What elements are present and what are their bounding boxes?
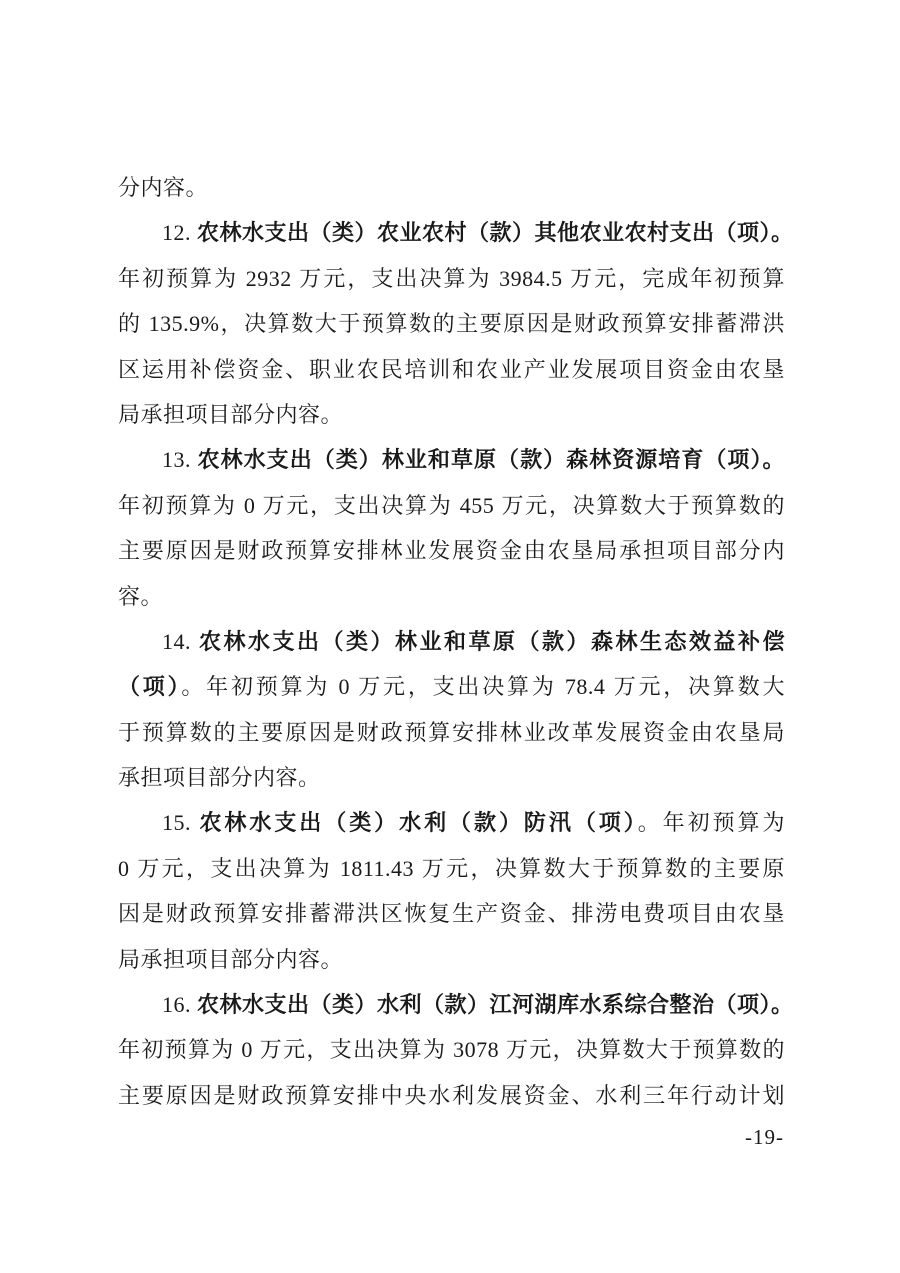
text-line	[118, 165, 785, 210]
text-line	[118, 483, 785, 528]
text-line	[118, 347, 785, 392]
text-line	[118, 1073, 785, 1118]
bold-text-segment: 农林水支出（类）水利（款）江河湖库水系综合整治（项）。	[197, 992, 794, 1018]
text-line	[118, 619, 785, 664]
text-line	[118, 392, 785, 437]
text-segment: 15.	[162, 810, 200, 836]
bold-text-segment: 农林水支出（类）林业和草原（款）森林生态效益补偿	[199, 628, 785, 654]
text-line	[118, 664, 785, 709]
text-segment: 年初预算为 0 万元，支出决算为 455 万元，决算数大于预算数的	[118, 492, 785, 518]
text-segment: 局承担项目部分内容。	[118, 946, 344, 972]
bold-text-segment: 农林水支出（类）水利（款）防汛（项）	[199, 810, 638, 836]
text-line	[118, 891, 785, 936]
bold-text-segment: 农林水支出（类）农业农村（款）其他农业农村支出（项）。	[197, 220, 794, 246]
text-segment: 0 万元，支出决算为 1811.43 万元，决算数大于预算数的主要原	[118, 855, 785, 881]
text-segment: 14.	[162, 628, 199, 654]
text-segment: 分内容。	[118, 175, 209, 200]
text-line	[118, 846, 785, 891]
text-segment: 。年初预算为 0 万元，支出决算为 78.4 万元，决算数大	[181, 674, 785, 700]
page-number: -19-	[745, 1125, 784, 1149]
bold-text-segment: （项）	[118, 674, 182, 700]
text-line	[118, 256, 785, 301]
text-segment: 年初预算为 2932 万元，支出决算为 3984.5 万元，完成年初预算	[118, 265, 785, 291]
bold-text-segment: 农林水支出（类）林业和草原（款）森林资源培育（项）。	[197, 447, 785, 473]
text-line	[118, 574, 785, 619]
text-segment: 13.	[162, 447, 198, 473]
text-line	[118, 1027, 785, 1072]
text-line	[118, 982, 794, 1027]
text-segment: 12.	[162, 220, 197, 246]
text-line	[118, 710, 785, 755]
text-segment: 年初预算为 0 万元，支出决算为 3078 万元，决算数大于预算数的	[118, 1037, 785, 1063]
text-line	[118, 210, 794, 255]
text-segment: 的 135.9%，决算数大于预算数的主要原因是财政预算安排蓄滞洪	[118, 311, 785, 337]
text-line	[118, 755, 785, 800]
text-line	[118, 800, 785, 845]
text-line	[118, 528, 785, 573]
text-segment: 主要原因是财政预算安排中央水利发展资金、水利三年行动计划	[118, 1082, 785, 1108]
document-body	[118, 165, 794, 1118]
text-line	[118, 937, 785, 982]
text-segment: 局承担项目部分内容。	[118, 401, 344, 427]
text-segment: 。年初预算为	[637, 810, 785, 836]
text-line	[118, 301, 785, 346]
text-segment: 于预算数的主要原因是财政预算安排林业改革发展资金由农垦局	[118, 719, 785, 745]
text-segment: 承担项目部分内容。	[118, 765, 321, 791]
text-segment: 16.	[162, 992, 197, 1018]
text-segment: 区运用补偿资金、职业农民培训和农业产业发展项目资金由农垦	[118, 356, 785, 382]
text-segment: 容。	[118, 583, 164, 609]
text-segment: 因是财政预算安排蓄滞洪区恢复生产资金、排涝电费项目由农垦	[118, 901, 785, 927]
text-segment: 主要原因是财政预算安排林业发展资金由农垦局承担项目部分内	[118, 538, 785, 564]
text-line	[118, 437, 785, 482]
